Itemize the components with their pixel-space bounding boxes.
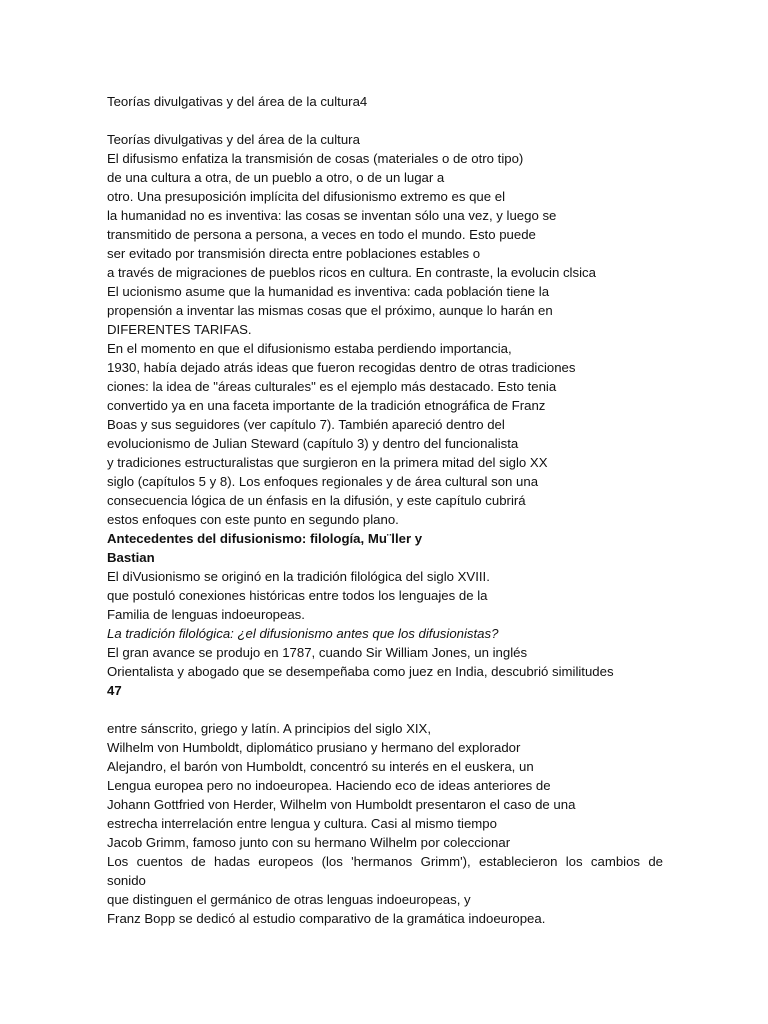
text-line: Wilhelm von Humboldt, diplomático prusiano y hermano del explorador bbox=[107, 740, 521, 755]
subheading-line: La tradición filológica: ¿el difusionismo antes que los difusionistas? bbox=[107, 626, 499, 641]
body-section-3 bbox=[107, 643, 663, 681]
text-line: En el momento en que el difusionismo estaba perdiendo importancia, bbox=[107, 341, 512, 356]
text-line: estos enfoques con este punto en segundo plano. bbox=[107, 512, 399, 527]
text-line: propensión a inventar las mismas cosas que el próximo, aunque lo harán en bbox=[107, 303, 553, 318]
text-line: y tradiciones estructuralistas que surgieron en la primera mitad del siglo XX bbox=[107, 455, 548, 470]
text-line: DIFERENTES TARIFAS. bbox=[107, 322, 252, 337]
justified-text-line: Los cuentos de hadas europeos (los 'hermanos Grimm'), establecieron los cambios de bbox=[107, 854, 663, 869]
text-line: El diVusionismo se originó en la tradición filológica del siglo XVIII. bbox=[107, 569, 490, 584]
text-line: Teorías divulgativas y del área de la cultura bbox=[107, 132, 360, 147]
text-line: Jacob Grimm, famoso junto con su hermano Wilhelm por coleccionar bbox=[107, 835, 511, 850]
text-line: Familia de lenguas indoeuropeas. bbox=[107, 607, 305, 622]
text-line: entre sánscrito, griego y latín. A principios del siglo XIX, bbox=[107, 721, 431, 736]
subheading bbox=[107, 624, 663, 643]
heading-line: Bastian bbox=[107, 550, 155, 565]
text-line: Boas y sus seguidores (ver capítulo 7). También apareció dentro del bbox=[107, 417, 505, 432]
body-section-1 bbox=[107, 130, 663, 529]
text-line: transmitido de persona a persona, a veces en todo el mundo. Esto puede bbox=[107, 227, 536, 242]
text-line: ciones: la idea de "áreas culturales" es el ejemplo más destacado. Esto tenia bbox=[107, 379, 557, 394]
section-heading bbox=[107, 529, 663, 567]
text-line: consecuencia lógica de un énfasis en la difusión, y este capítulo cubrirá bbox=[107, 493, 526, 508]
document-title: Teorías divulgativas y del área de la cultura4 bbox=[107, 94, 368, 109]
text-line: la humanidad no es inventiva: las cosas se inventan sólo una vez, y luego se bbox=[107, 208, 557, 223]
text-line: que postuló conexiones históricas entre todos los lenguajes de la bbox=[107, 588, 488, 603]
text-line: ser evitado por transmisión directa entre poblaciones estables o bbox=[107, 246, 481, 261]
text-line: a través de migraciones de pueblos ricos en cultura. En contraste, la evolucin clsica bbox=[107, 265, 596, 280]
text-line: de una cultura a otra, de un pueblo a otro, o de un lugar a bbox=[107, 170, 445, 185]
text-line: otro. Una presuposición implícita del difusionismo extremo es que el bbox=[107, 189, 506, 204]
page-break-gap bbox=[107, 700, 663, 719]
body-section-5 bbox=[107, 871, 663, 928]
document-page bbox=[107, 92, 663, 928]
heading-line: Antecedentes del difusionismo: filología, Mu¨ller y bbox=[107, 531, 423, 546]
text-line: Lengua europea pero no indoeuropea. Haciendo eco de ideas anteriores de bbox=[107, 778, 551, 793]
text-line: Alejandro, el barón von Humboldt, concentró su interés en el euskera, un bbox=[107, 759, 534, 774]
text-line: Johann Gottfried von Herder, Wilhelm von Humboldt presentaron el caso de una bbox=[107, 797, 576, 812]
text-line: que distinguen el germánico de otras lenguas indoeuropeas, y bbox=[107, 892, 471, 907]
text-line: estrecha interrelación entre lengua y cultura. Casi al mismo tiempo bbox=[107, 816, 497, 831]
body-section-4 bbox=[107, 719, 663, 871]
page-number: 47 bbox=[107, 683, 122, 698]
text-line: 1930, había dejado atrás ideas que fueron recogidas dentro de otras tradiciones bbox=[107, 360, 576, 375]
page-number-block bbox=[107, 681, 663, 700]
body-section-2 bbox=[107, 567, 663, 624]
text-line: Franz Bopp se dedicó al estudio comparativo de la gramática indoeuropea. bbox=[107, 911, 546, 926]
text-line: evolucionismo de Julian Steward (capítulo 3) y dentro del funcionalista bbox=[107, 436, 519, 451]
text-line: sonido bbox=[107, 873, 146, 888]
text-line: El difusismo enfatiza la transmisión de cosas (materiales o de otro tipo) bbox=[107, 151, 524, 166]
text-line: siglo (capítulos 5 y 8). Los enfoques regionales y de área cultural son una bbox=[107, 474, 539, 489]
text-line: El gran avance se produjo en 1787, cuando Sir William Jones, un inglés bbox=[107, 645, 528, 660]
text-line: Orientalista y abogado que se desempeñaba como juez en India, descubrió similitudes bbox=[107, 664, 614, 679]
text-line: convertido ya en una faceta importante de la tradición etnográfica de Franz bbox=[107, 398, 546, 413]
text-line: El ucionismo asume que la humanidad es inventiva: cada población tiene la bbox=[107, 284, 550, 299]
